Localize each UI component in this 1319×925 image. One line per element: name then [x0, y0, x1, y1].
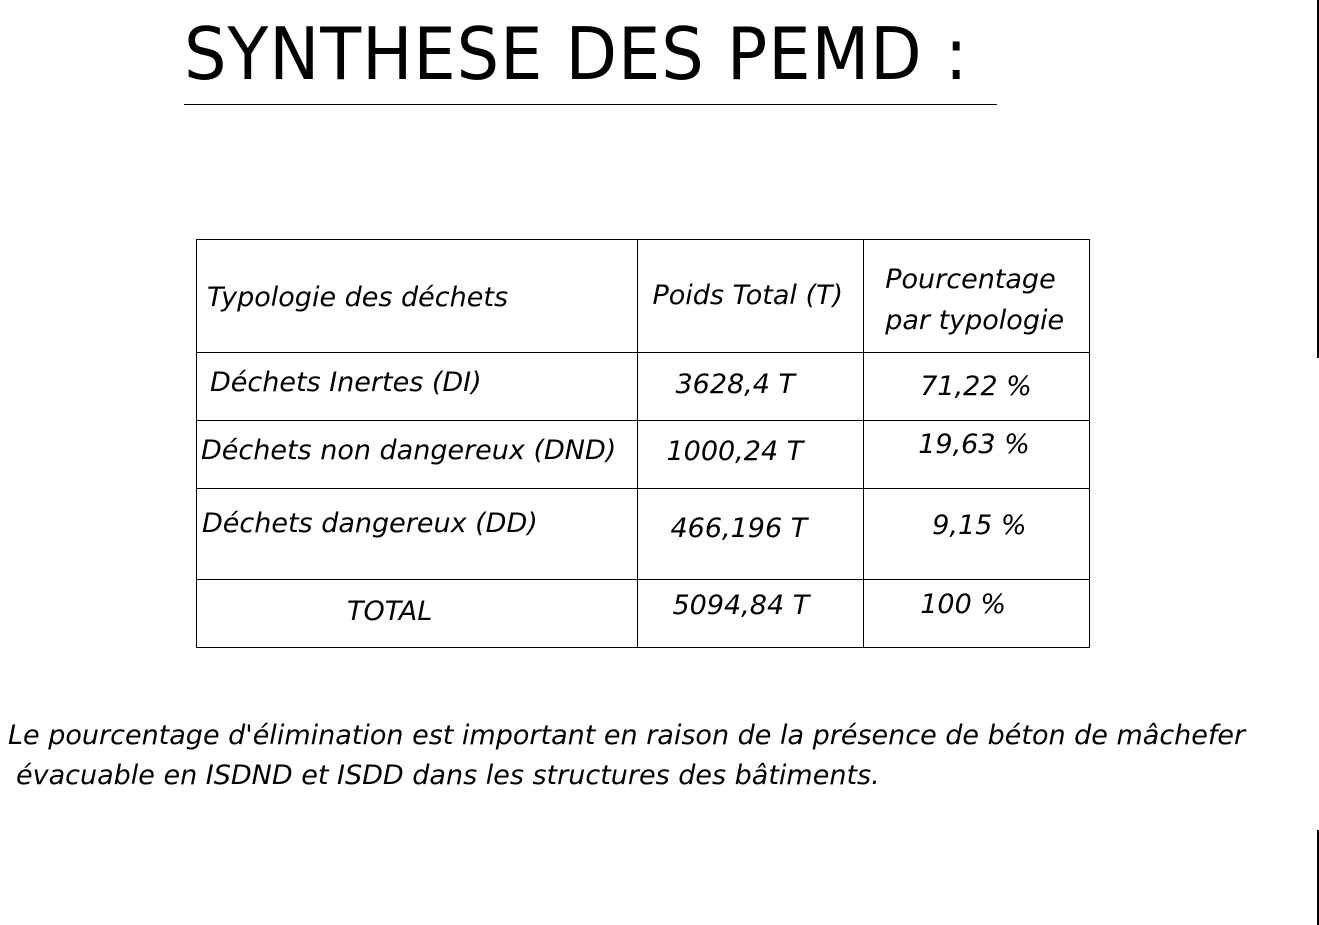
header-percent-line1: Pourcentage [885, 264, 1056, 295]
header-typology: Typologie des déchets [207, 282, 509, 313]
row-percent-cell [864, 421, 1090, 489]
header-percent-line2: par typologie [885, 305, 1065, 336]
row-percent-cell [864, 489, 1090, 580]
row-weight: 466,196 T [670, 513, 808, 544]
header-percent-cell [864, 240, 1090, 353]
row-percent-cell [864, 353, 1090, 421]
row-percent: 9,15 % [932, 510, 1027, 541]
total-weight: 5094,84 T [672, 590, 810, 621]
row-weight: 1000,24 T [666, 436, 804, 467]
row-weight-cell [638, 421, 864, 489]
note-line-1: Le pourcentage d'élimination est important en raison de la présence de béton de mâchefer [8, 720, 1246, 751]
row-typology-cell [197, 421, 638, 489]
total-label-cell [197, 580, 638, 648]
row-typology-cell [197, 353, 638, 421]
header-typology-cell [197, 240, 638, 353]
row-percent: 19,63 % [918, 429, 1030, 460]
total-weight-cell [638, 580, 864, 648]
table-row [197, 353, 1090, 421]
row-typology-cell [197, 489, 638, 580]
row-weight: 3628,4 T [675, 369, 796, 400]
row-weight-cell [638, 353, 864, 421]
header-weight-cell [638, 240, 864, 353]
explanation-note [8, 716, 1313, 796]
pemd-summary-table [196, 239, 1090, 648]
row-typology: Déchets dangereux (DD) [202, 508, 538, 539]
note-line-2: évacuable en ISDND et ISDD dans les structures des bâtiments. [16, 760, 880, 791]
table-header-row [197, 240, 1090, 353]
table-total-row [197, 580, 1090, 648]
page-title: SYNTHESE DES PEMD : [184, 12, 969, 96]
total-percent: 100 % [920, 589, 1006, 620]
row-percent: 71,22 % [920, 371, 1032, 402]
title-block [184, 8, 997, 105]
row-typology: Déchets Inertes (DI) [210, 367, 482, 398]
header-weight: Poids Total (T) [652, 280, 844, 311]
table-row [197, 489, 1090, 580]
row-typology: Déchets non dangereux (DND) [201, 435, 617, 466]
total-percent-cell [864, 580, 1090, 648]
table-row [197, 421, 1090, 489]
total-label: TOTAL [347, 596, 433, 627]
row-weight-cell [638, 489, 864, 580]
